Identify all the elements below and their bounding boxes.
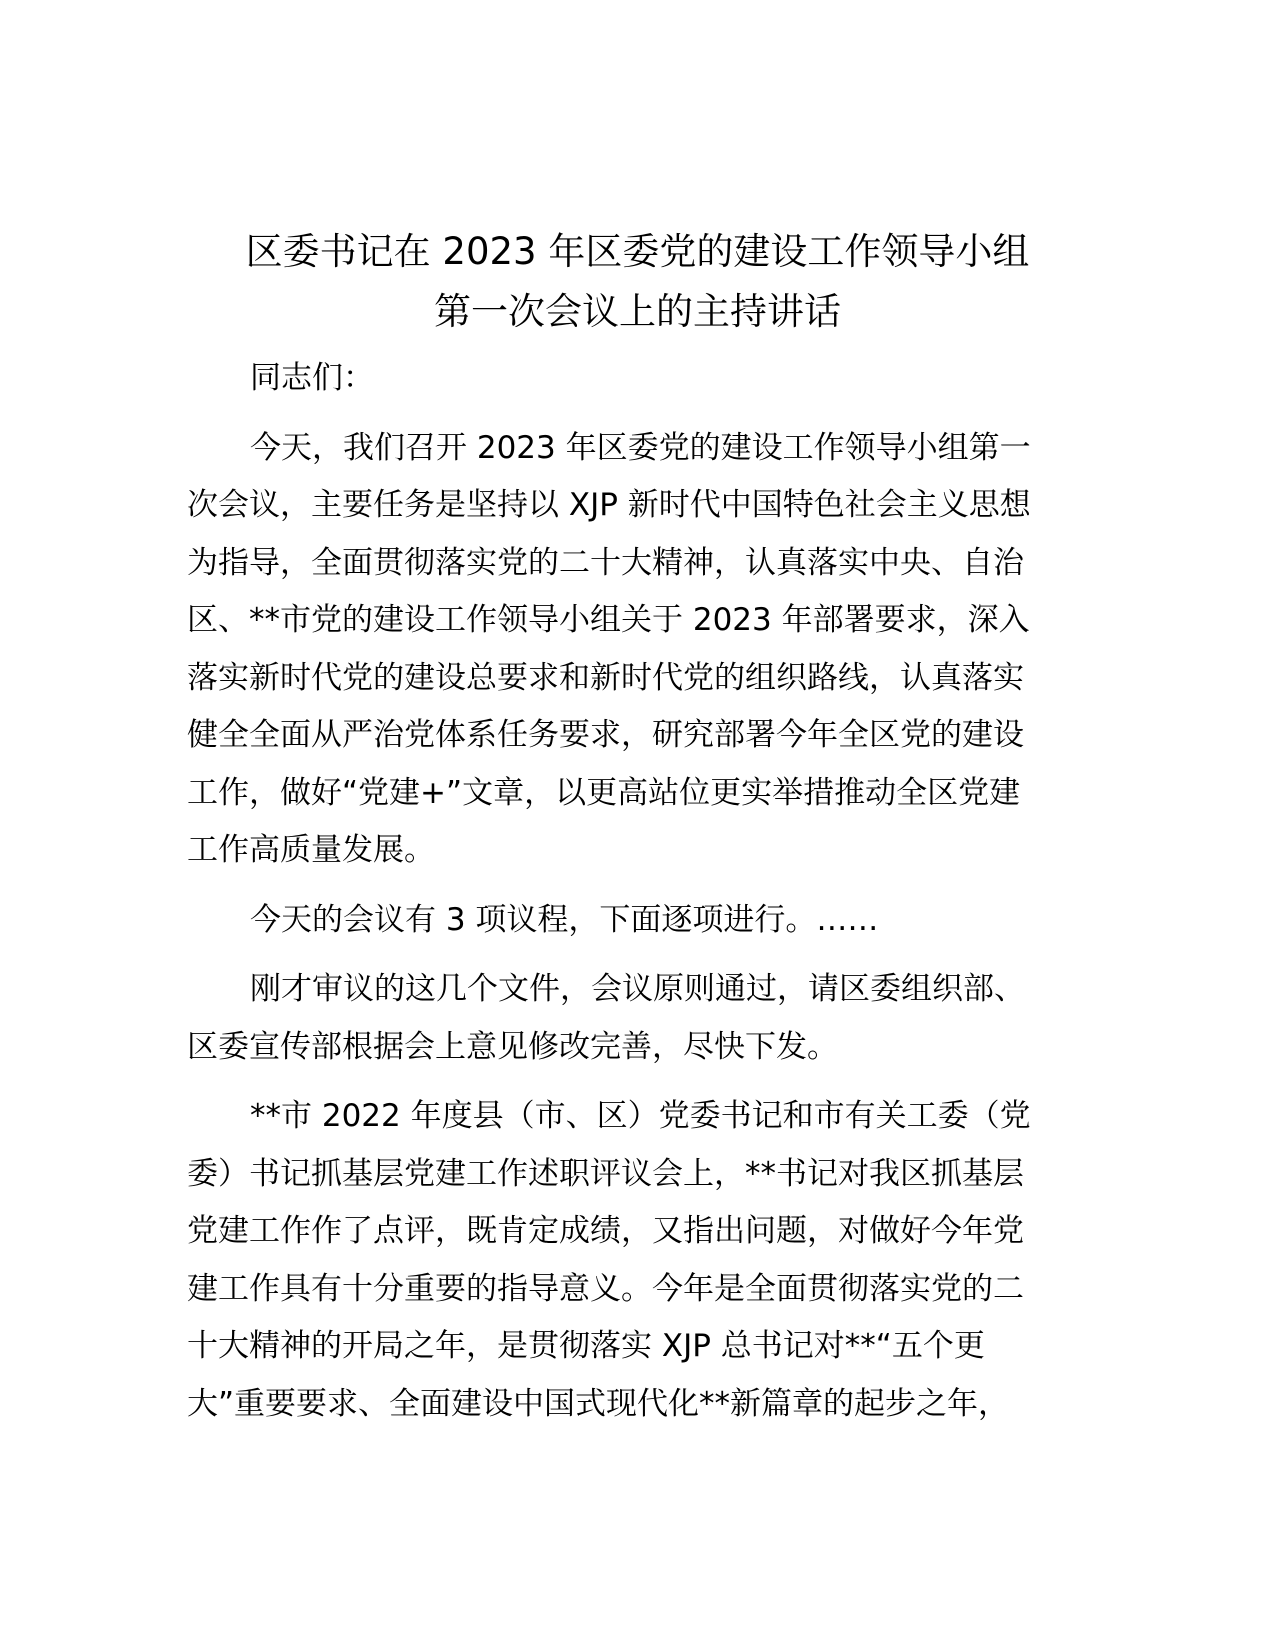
document-title	[180, 222, 1095, 342]
approval-paragraph	[187, 961, 1092, 1076]
text-line: 大”重要要求、全面建设中国式现代化**新篇章的起步之年，	[187, 1385, 1010, 1422]
agenda-paragraph	[187, 892, 1092, 950]
text-line: 十大精神的开局之年，是贯彻落实 XJP 总书记对**“五个更	[187, 1328, 985, 1364]
text-line: 今天，我们召开 2023 年区委党的建设工作领导小组第一	[250, 429, 1031, 466]
opening-paragraph	[187, 420, 1092, 880]
review-paragraph	[187, 1088, 1092, 1433]
text-line: 为指导，全面贯彻落实党的二十大精神，认真落实中央、自治	[187, 544, 1024, 581]
text-line: 区委宣传部根据会上意见修改完善，尽快下发。	[187, 1028, 838, 1065]
text-line: 委）书记抓基层党建工作述职评议会上，**书记对我区抓基层	[187, 1155, 1024, 1192]
salutation-paragraph	[187, 350, 1092, 408]
text-line: 次会议，主要任务是坚持以 XJP 新时代中国特色社会主义思想	[187, 487, 1031, 523]
text-line: 工作高质量发展。	[187, 832, 435, 868]
text-line: 党建工作作了点评，既肯定成绩，又指出问题，对做好今年党	[187, 1213, 1024, 1249]
text-line: **市 2022 年度县（市、区）党委书记和市有关工委（党	[250, 1098, 1031, 1134]
text-line: 健全全面从严治党体系任务要求，研究部署今年全区党的建设	[187, 717, 1024, 753]
title-line-1: 区委书记在 2023 年区委党的建设工作领导小组	[245, 230, 1030, 273]
text-line: 落实新时代党的建设总要求和新时代党的组织路线，认真落实	[187, 659, 1024, 696]
text-line: 工作，做好“党建+”文章，以更高站位更实举措推动全区党建	[187, 774, 1021, 811]
text-line: 同志们：	[250, 360, 374, 396]
text-line: 刚才审议的这几个文件，会议原则通过，请区委组织部、	[250, 971, 1025, 1007]
document-body	[187, 350, 1092, 1433]
text-line: 今天的会议有 3 项议程，下面逐项进行。……	[250, 901, 879, 938]
text-line: 区、**市党的建设工作领导小组关于 2023 年部署要求，深入	[187, 602, 1030, 638]
title-line-2: 第一次会议上的主持讲话	[434, 290, 841, 333]
text-line: 建工作具有十分重要的指导意义。今年是全面贯彻落实党的二	[187, 1270, 1024, 1307]
